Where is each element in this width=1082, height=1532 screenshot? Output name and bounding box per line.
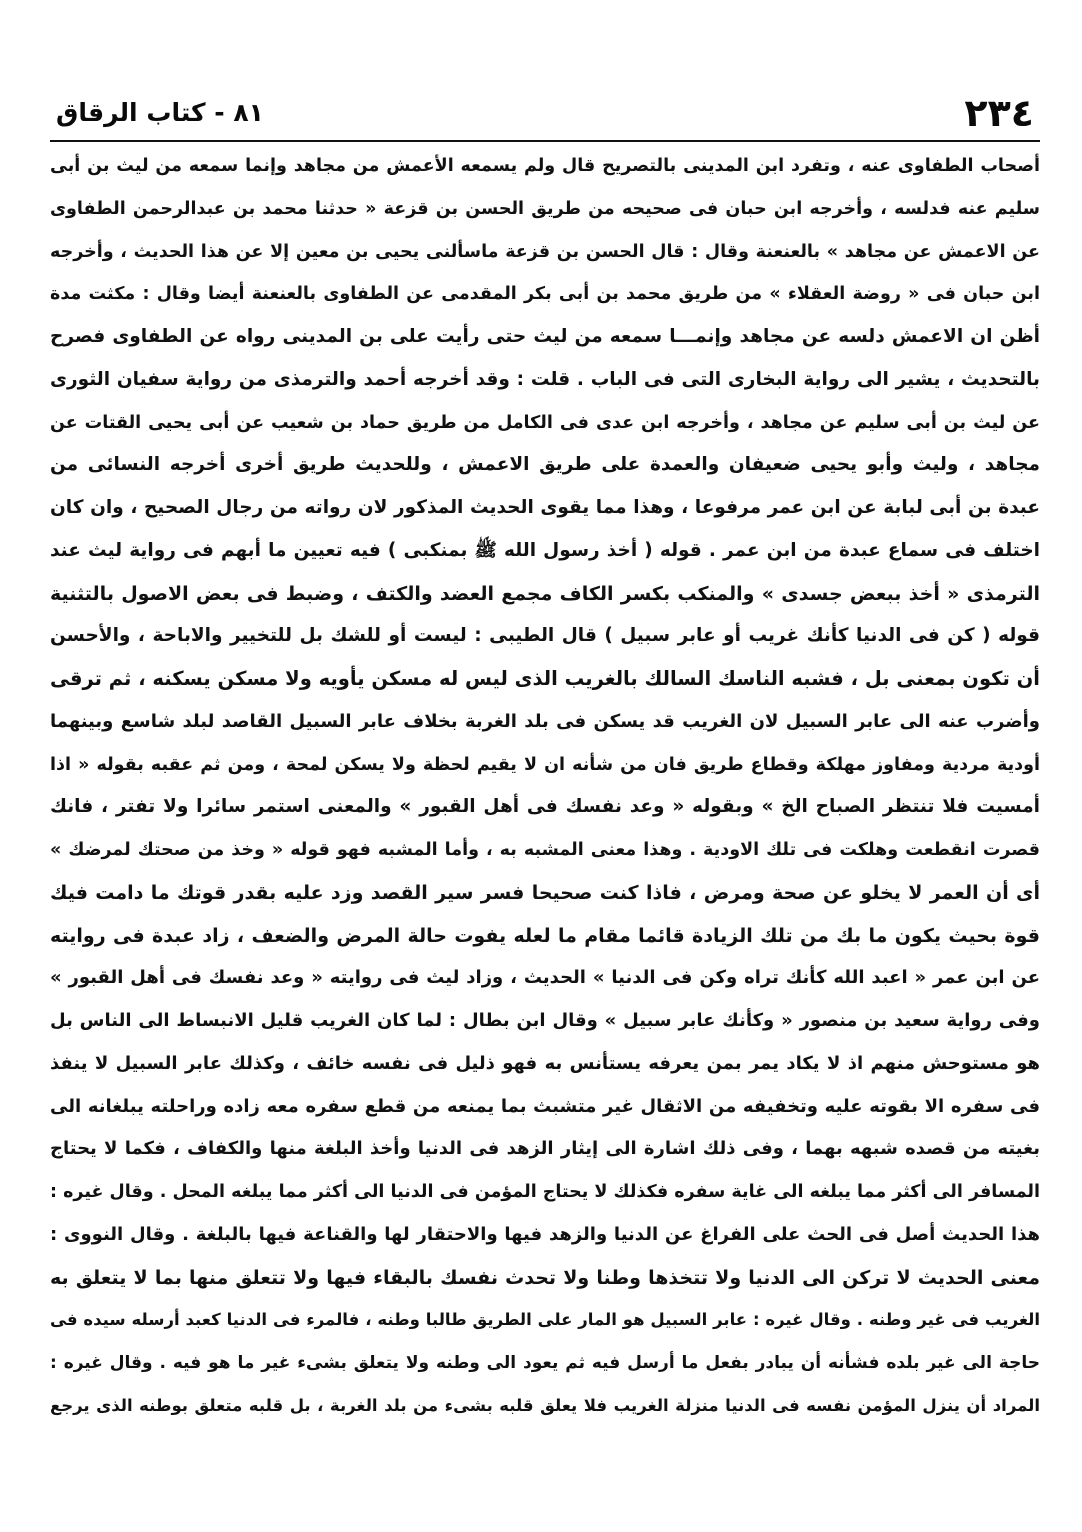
text-line: عن الاعمش عن مجاهد » بالعنعنة وقال : قال الحسن بن قزعة ماسألنى يحيى بن معين إلا عن هذا الحديث ، وأخرجه (50, 241, 1040, 262)
text-line: عن ليث بن أبى سليم عن مجاهد ، وأخرجه ابن عدى فى الكامل من طريق حماد بن شعيب عن أبى يحيى القتات عن (50, 412, 1040, 433)
page-number: ٢٣٤ (964, 91, 1034, 135)
text-line: الغريب فى غير وطنه . وقال غيره : عابر السبيل هو المار على الطريق طالبا وطنه ، فالمرء فى الدنيا كعبد أرسله سيده فى (50, 1310, 1040, 1330)
text-line: قصرت انقطعت وهلكت فى تلك الاودية . وهذا معنى المشبه به ، وأما المشبه فهو قوله « وخذ من صحتك لمرضك » (50, 840, 1040, 860)
text-line: بالتحديث ، يشير الى رواية البخارى التى فى الباب . قلت : وقد أخرجه أحمد والترمذى من رواية سفيان الثورى (50, 368, 1040, 390)
text-line: مجاهد ، وليث وأبو يحيى ضعيفان والعمدة على طريق الاعمش ، وللحديث طريق أخرى أخرجه النسائى من (50, 454, 1040, 476)
header-rule (50, 140, 1040, 142)
text-line: أصحاب الطفاوى عنه ، وتفرد ابن المدينى بالتصريح قال ولم يسمعه الأعمش من مجاهد وإنما سمعه من ليث بن أبى (50, 156, 1040, 176)
text-line: أودية مردية ومفاوز مهلكة وقطاع طريق فان من شأنه ان لا يقيم لحظة ولا يسكن لمحة ، ومن ثم عقبه بقوله « اذا (50, 754, 1040, 775)
text-line: قوله ( كن فى الدنيا كأنك غريب أو عابر سبيل ) قال الطيبى : ليست أو للشك بل للتخيير والاباحة ، والأحسن (50, 625, 1040, 647)
text-line: أمسيت فلا تنتظر الصباح الخ » وبقوله « وعد نفسك فى أهل القبور » والمعنى استمر سائرا ولا تفتر ، فانك (50, 796, 1040, 818)
text-line: وأضرب عنه الى عابر السبيل لان الغريب قد يسكن فى بلد الغربة بخلاف عابر السبيل القاصد لبلد شاسع وبينهما (50, 710, 1040, 732)
text-line: أظن ان الاعمش دلسه عن مجاهد وإنمـــا سمعه من ليث حتى رأيت على بن المدينى رواه عن الطفاوى فصرح (50, 326, 1040, 347)
text-line: ابن حبان فى « روضة العقلاء » من طريق محمد بن أبى بكر المقدمى عن الطفاوى بالعنعنة أيضا وقال : مكثت مدة (50, 284, 1040, 305)
text-line: سليم عنه فدلسه ، وأخرجه ابن حبان فى صحيحه من طريق الحسن بن قزعة « حدثنا محمد بن عبدالرحمن الطفاوى (50, 198, 1040, 219)
running-header (50, 88, 1040, 138)
body-text (50, 145, 1040, 1428)
text-line: اختلف فى سماع عبدة من ابن عمر . قوله ( أخذ رسول الله ﷺ بمنكبى ) فيه تعيين ما أبهم فى رواية ليث عند (50, 539, 1040, 561)
text-line: هو مستوحش منهم اذ لا يكاد يمر بمن يعرفه يستأنس به فهو ذليل فى نفسه خائف ، وكذلك عابر السبيل لا ينفذ (50, 1052, 1040, 1074)
text-line: عبدة بن أبى لبابة عن ابن عمر مرفوعا ، وهذا مما يقوى الحديث المذكور لان رواته من رجال الصحيح ، وان كان (50, 497, 1040, 518)
text-line: المسافر الى أكثر مما يبلغه الى غاية سفره فكذلك لا يحتاج المؤمن فى الدنيا الى أكثر مما يبلغه المحل . وقال غيره : (50, 1182, 1040, 1202)
text-line: هذا الحديث أصل فى الحث على الفراغ عن الدنيا والزهد فيها والاحتقار لها والقناعة فيها بالبلغة . وقال النووى : (50, 1223, 1040, 1245)
text-line: فى سفره الا بقوته عليه وتخفيفه من الاثقال غير متشبث بما يمنعه من قطع سفره معه زاده وراحلته يبلغانه الى (50, 1095, 1040, 1117)
text-line: المراد أن ينزل المؤمن نفسه فى الدنيا منزلة الغريب فلا يعلق قلبه بشىء من بلد الغربة ، بل قلبه متعلق بوطنه الذى يرجع (50, 1395, 1040, 1415)
text-line: وفى رواية سعيد بن منصور « وكأنك عابر سبيل » وقال ابن بطال : لما كان الغريب قليل الانبساط الى الناس بل (50, 1010, 1040, 1031)
text-line: بغيته من قصده شبهه بهما ، وفى ذلك اشارة الى إيثار الزهد فى الدنيا وأخذ البلغة منها والكفاف ، فكما لا يحتاج (50, 1138, 1040, 1160)
text-line: معنى الحديث لا تركن الى الدنيا ولا تتخذها وطنا ولا تحدث نفسك بالبقاء فيها ولا تتعلق منها بما لا يتعلق به (50, 1266, 1040, 1289)
chapter-title: ٨١ - كتاب الرقاق (56, 98, 264, 127)
text-line: الترمذى « أخذ ببعض جسدى » والمنكب بكسر الكاف مجمع العضد والكتف ، وضبط فى بعض الاصول بالتثنية (50, 582, 1040, 605)
text-line: أى أن العمر لا يخلو عن صحة ومرض ، فاذا كنت صحيحا فسر سير القصد وزد عليه بقدر قوتك ما دامت فيك (50, 881, 1040, 904)
text-line: أن تكون بمعنى بل ، فشبه الناسك السالك بالغريب الذى ليس له مسكن يأويه ولا مسكن يسكنه ، ثم ترقى (50, 667, 1040, 690)
text-line: قوة بحيث يكون ما بك من تلك الزيادة قائما مقام ما لعله يفوت حالة المرض والضعف ، زاد عبدة فى روايته (50, 924, 1040, 947)
text-line: عن ابن عمر « اعبد الله كأنك تراه وكن فى الدنيا » الحديث ، وزاد ليث فى روايته « وعد نفسك فى أهل القبور » (50, 967, 1040, 989)
text-line: حاجة الى غير بلده فشأنه أن يبادر بفعل ما أرسل فيه ثم يعود الى وطنه ولا يتعلق بشىء غير ما هو فيه . وقال غيره : (50, 1353, 1040, 1373)
